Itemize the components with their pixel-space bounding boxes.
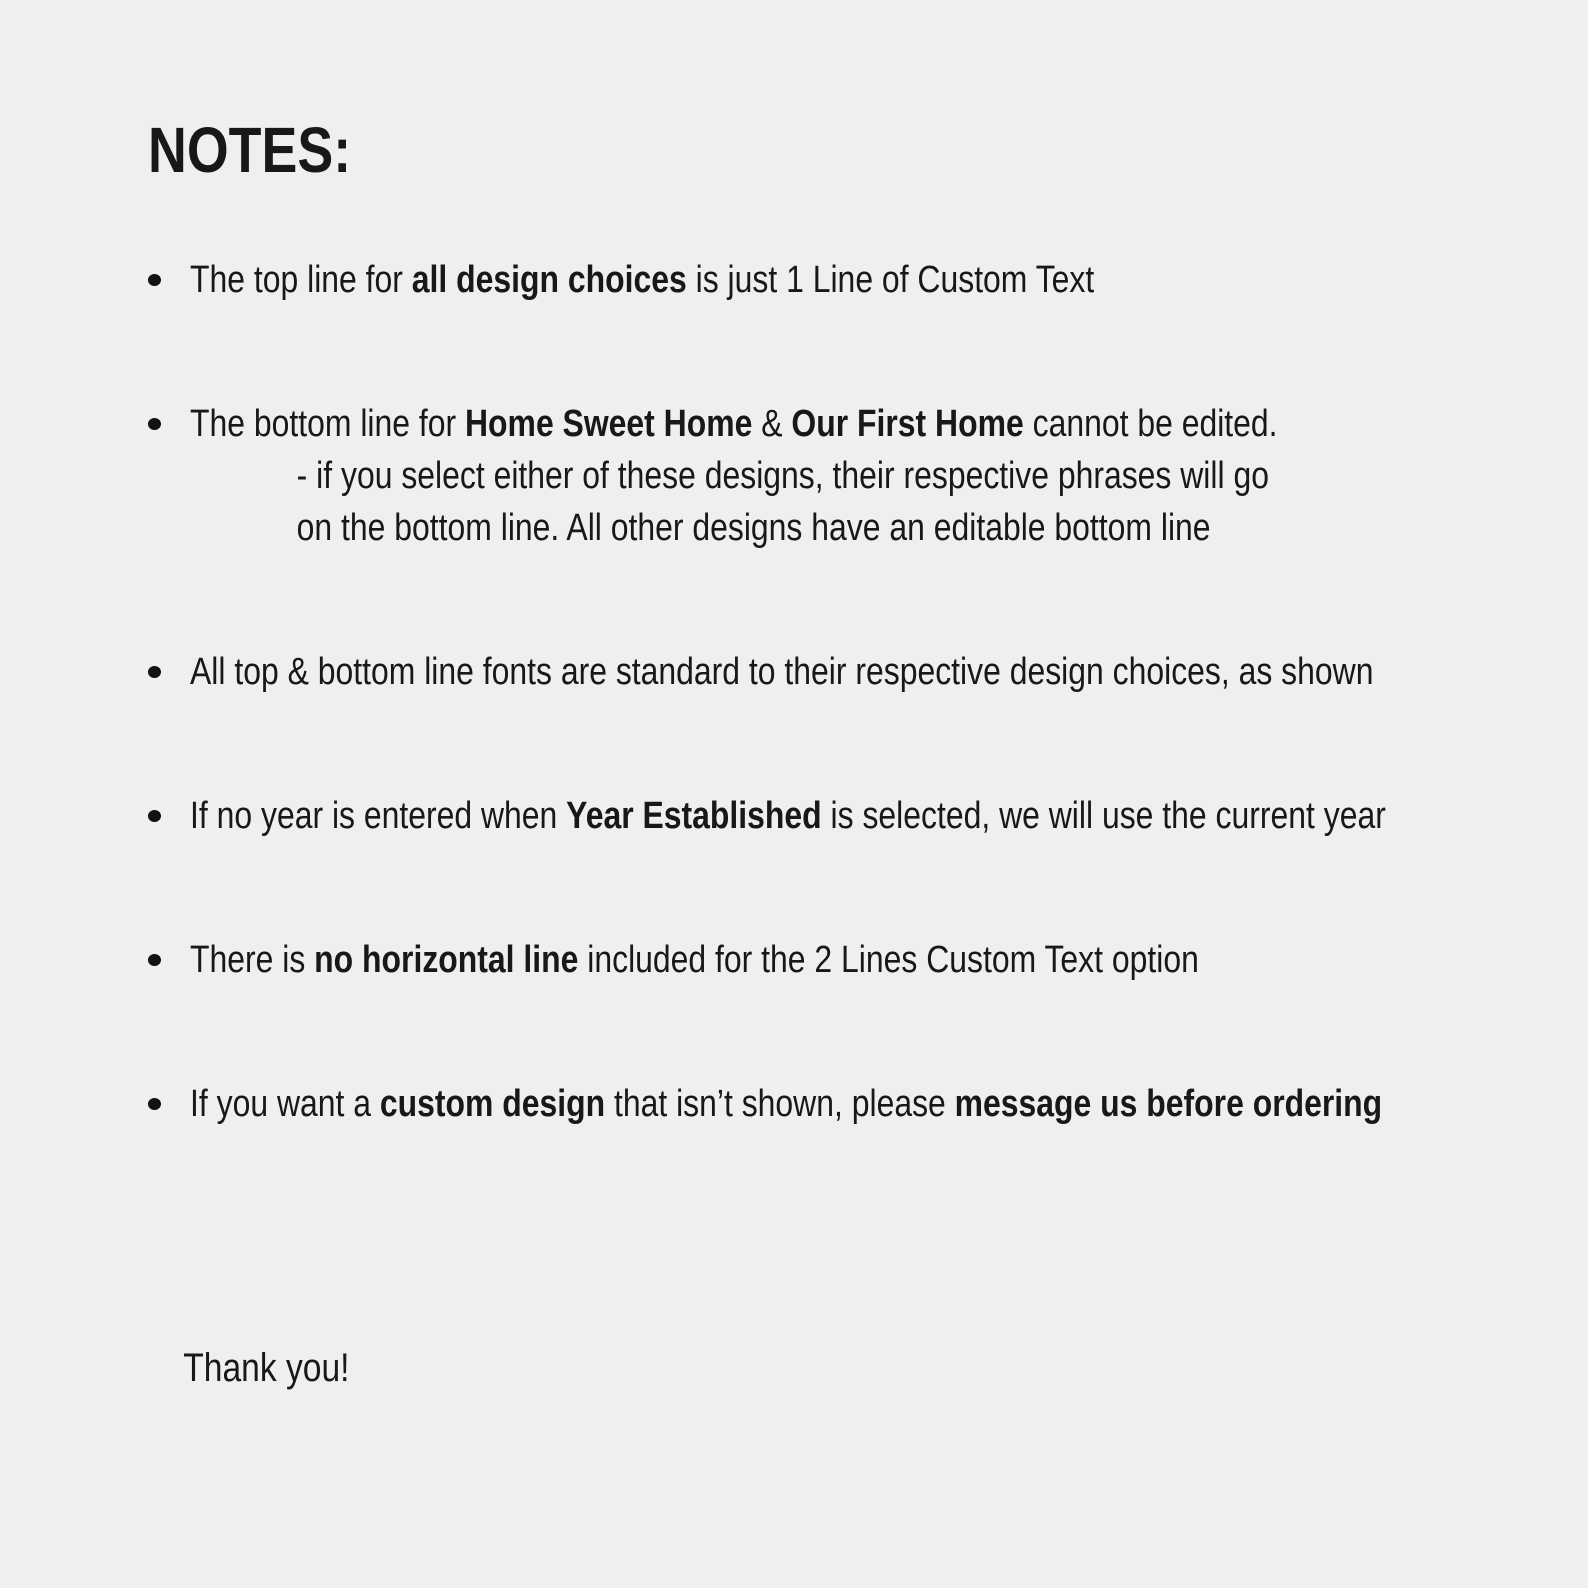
list-item-text: There is no horizontal line included for the 2 Lines Custom Text option — [190, 939, 1199, 981]
closing-text: Thank you! — [183, 1346, 350, 1390]
list-item — [148, 254, 1468, 306]
list-item — [148, 790, 1468, 842]
bullet-icon — [148, 274, 161, 286]
notes-list — [148, 254, 1468, 1130]
bullet-icon — [148, 418, 161, 430]
list-item-text: If no year is entered when Year Established is selected, we will use the current year — [190, 795, 1386, 837]
list-item — [148, 398, 1468, 554]
bullet-icon — [148, 666, 161, 678]
bullet-icon — [148, 810, 161, 822]
list-item — [148, 646, 1468, 698]
page-title: NOTES: — [148, 114, 352, 186]
list-item-text: All top & bottom line fonts are standard to their respective design choices, as shown — [190, 651, 1374, 693]
list-item-text: The top line for all design choices is just 1 Line of Custom Text — [190, 259, 1095, 301]
list-item-text: The bottom line for Home Sweet Home & Our First Home cannot be edited. - if you select either of these designs, their respective phrases will go on the bottom line. All other designs have an editable bottom line — [190, 403, 1278, 549]
list-item — [148, 934, 1468, 986]
list-item-text: If you want a custom design that isn’t shown, please message us before ordering — [190, 1083, 1383, 1125]
list-item — [148, 1078, 1468, 1130]
bullet-icon — [148, 1098, 161, 1110]
bullet-icon — [148, 954, 161, 966]
